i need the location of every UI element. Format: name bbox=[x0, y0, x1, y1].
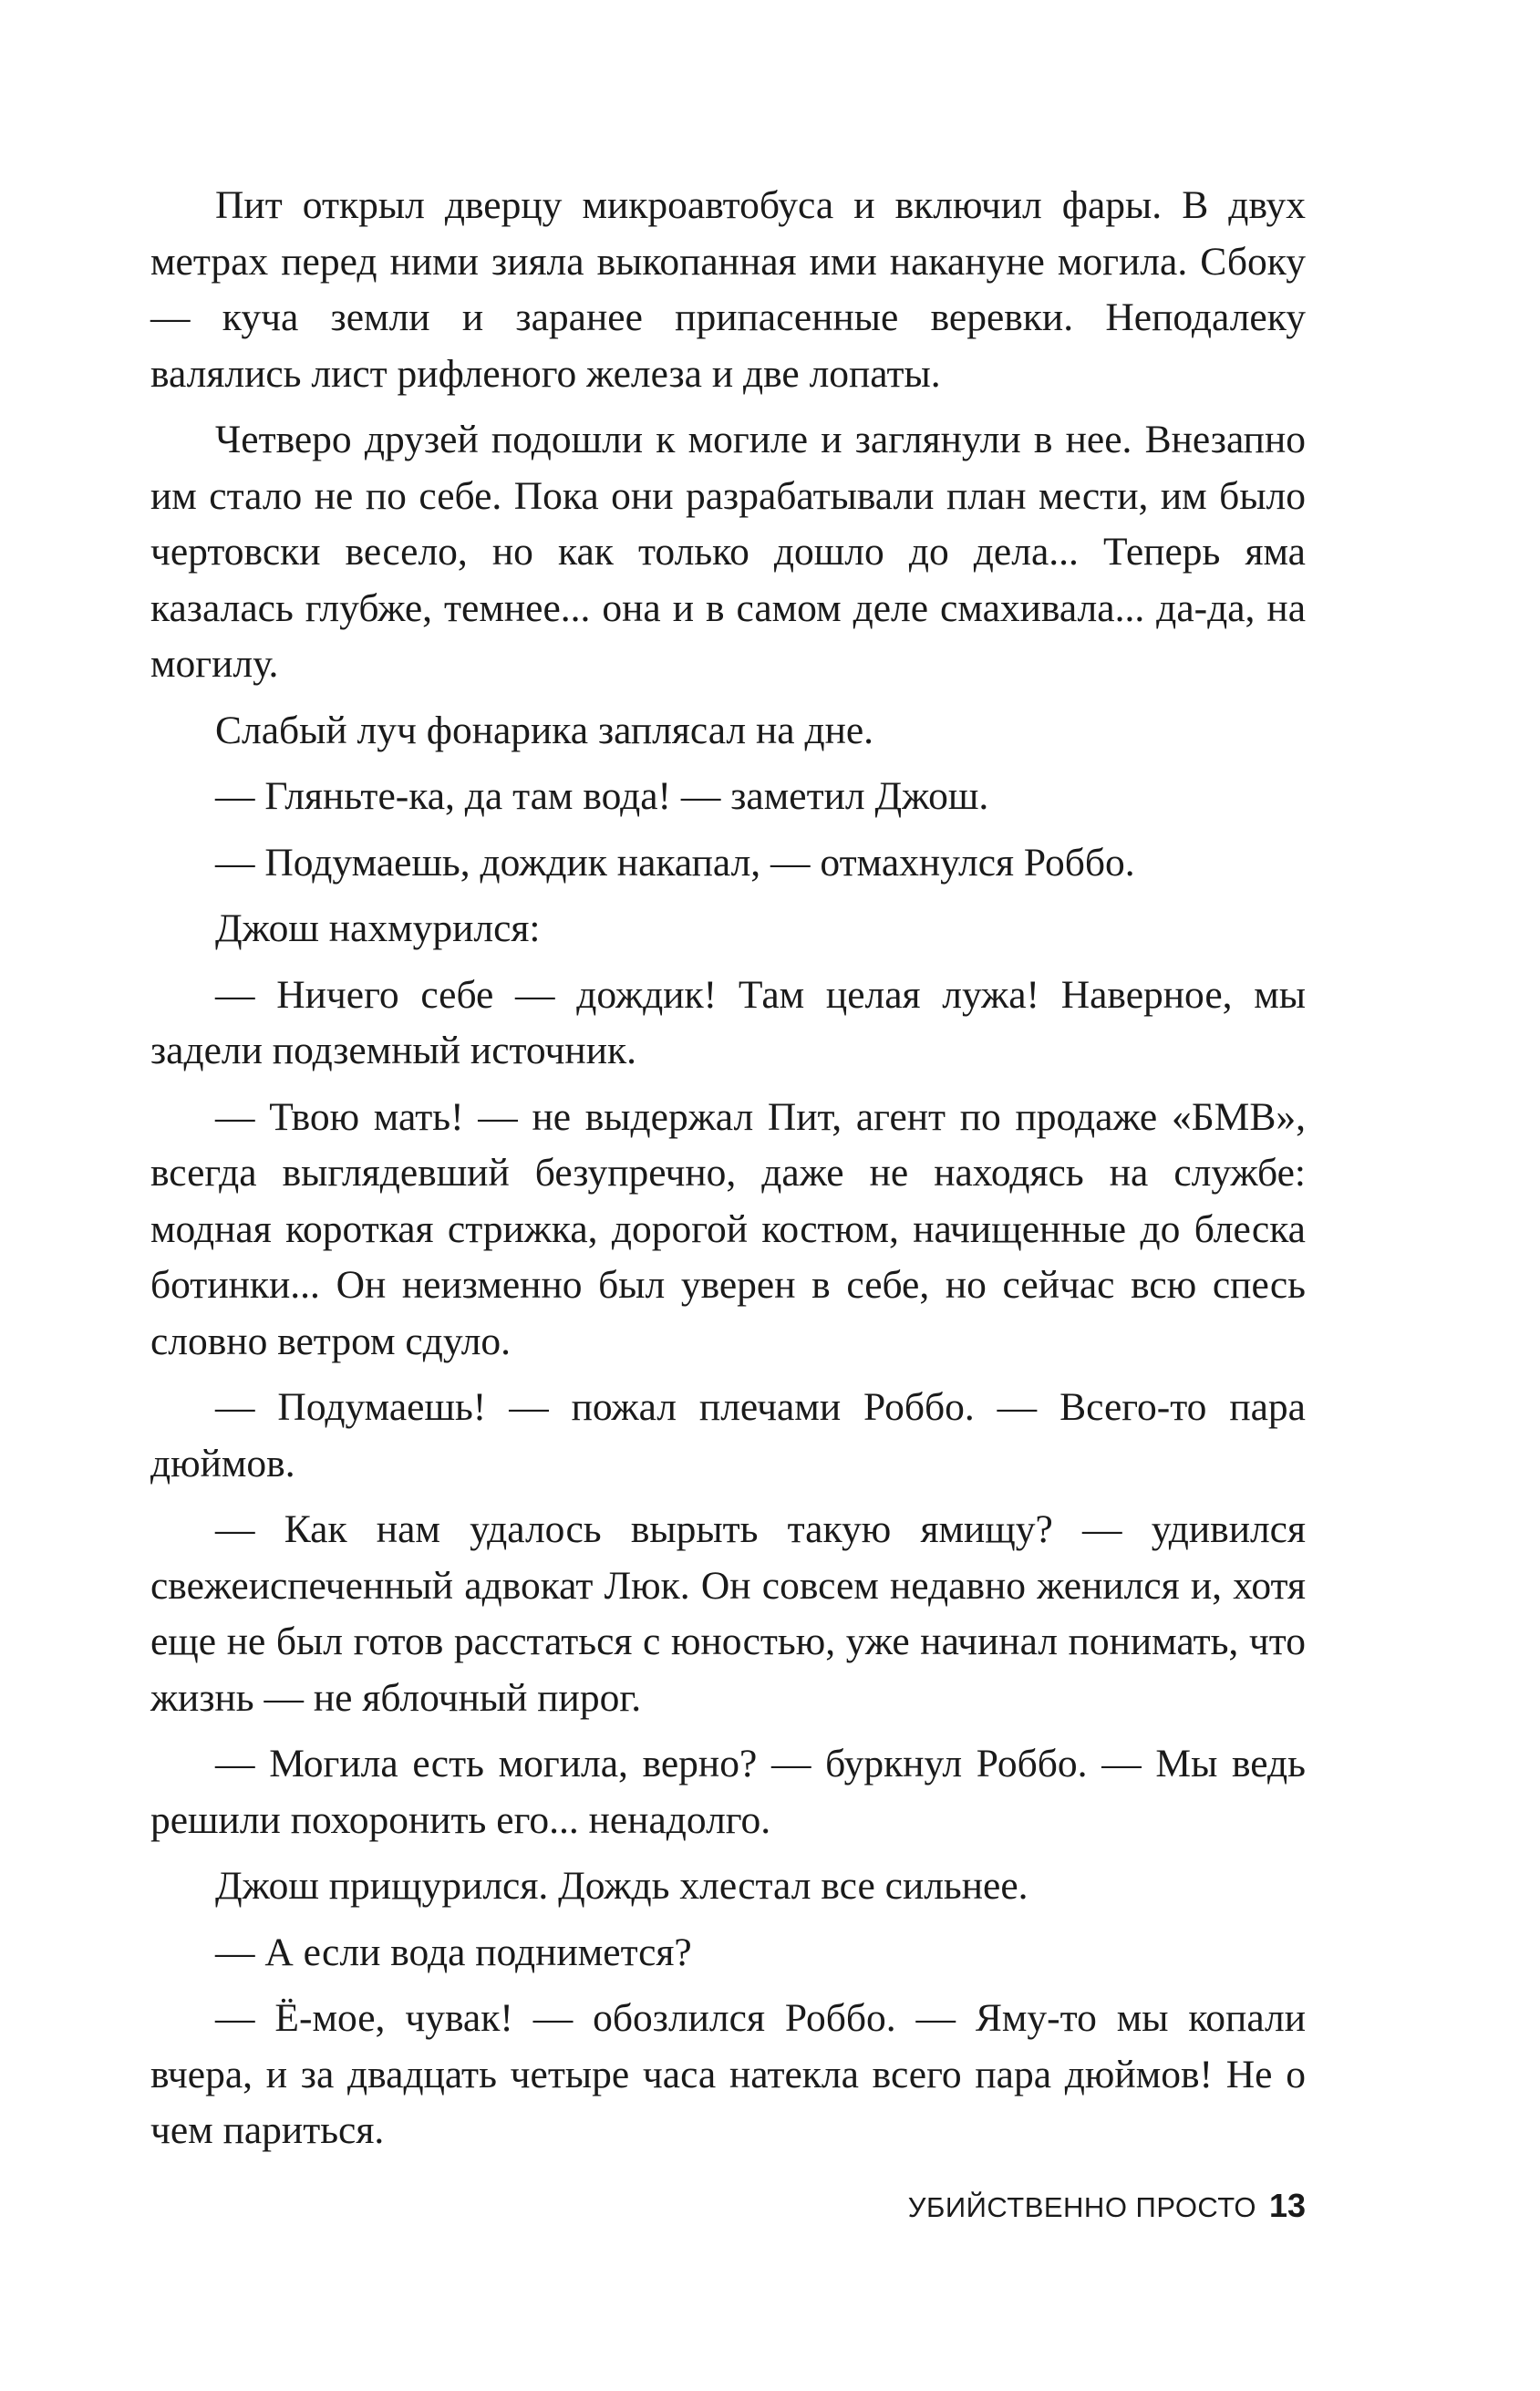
body-text bbox=[150, 178, 1306, 2159]
running-footer bbox=[150, 2187, 1306, 2225]
paragraph: — Могила есть могила, верно? — буркнул Роббо. — Мы ведь решили похоронить его... ненадолго. bbox=[150, 1742, 1306, 1842]
paragraph: Джош прищурился. Дождь хлестал все сильнее. bbox=[215, 1864, 1028, 1908]
paragraph: — Подумаешь! — пожал плечами Роббо. — Всего-то пара дюймов. bbox=[150, 1385, 1306, 1485]
paragraph: — Подумаешь, дождик накапал, — отмахнулся Роббо. bbox=[215, 840, 1135, 885]
paragraph: — Как нам удалось вырыть такую ямищу? — удивился свежеиспеченный адвокат Люк. Он совсем недавно женился и, хотя еще не был готов расстаться с юностью, уже начинал понимать, что жизнь — не яблочный пирог. bbox=[150, 1507, 1306, 1720]
paragraph: — Ничего себе — дождик! Там целая лужа! Наверное, мы задели подземный источник. bbox=[150, 972, 1306, 1072]
paragraph: Джош нахмурился: bbox=[215, 906, 541, 950]
paragraph: Четверо друзей подошли к могиле и заглянули в нее. Внезапно им стало не по себе. Пока они разрабатывали план мести, им было чертовски весело, но как только дошло до дела... Теперь яма казалась глубже, темнее... она и в самом деле смахивала... да-да, на могилу. bbox=[150, 418, 1306, 686]
page-number: 13 bbox=[1268, 2187, 1306, 2224]
paragraph: — Гляньте-ка, да там вода! — заметил Джош. bbox=[215, 774, 989, 818]
paragraph: Пит открыл дверцу микроавтобуса и включил фары. В двух метрах перед ними зияла выкопанная ими накануне могила. Сбоку — куча земли и заранее припасенные веревки. Неподалеку валялись лист рифленого железа и две лопаты. bbox=[150, 183, 1306, 396]
paragraph: Слабый луч фонарика заплясал на дне. bbox=[215, 708, 874, 752]
paragraph: — Твою мать! — не выдержал Пит, агент по продаже «БМВ», всегда выглядевший безупречно, даже не находясь на службе: модная короткая стрижка, дорогой костюм, начищенные до блеска ботинки... Он неизменно был уверен в себе, но сейчас всю спесь словно ветром сдуло. bbox=[150, 1094, 1306, 1363]
paragraph: — Ё-мое, чувак! — обозлился Роббо. — Яму-то мы копали вчера, и за двадцать четыре часа натекла всего пара дюймов! Не о чем париться. bbox=[150, 1996, 1306, 2152]
paragraph: — А если вода поднимется? bbox=[215, 1930, 692, 1974]
book-title: УБИЙСТВЕННО ПРОСТО bbox=[907, 2191, 1256, 2223]
